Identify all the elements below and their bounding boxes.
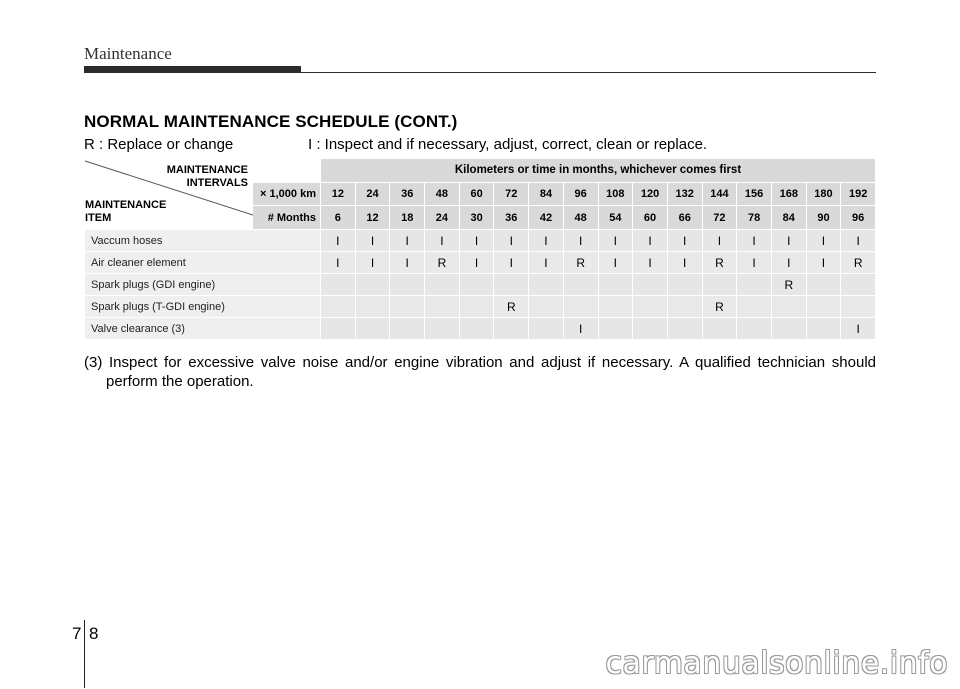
legend-replace: R : Replace or change <box>84 136 234 153</box>
schedule-cell: I <box>598 230 633 252</box>
schedule-cell <box>563 274 598 296</box>
km-interval-cell: 120 <box>633 182 668 206</box>
months-interval-cell: 90 <box>806 206 841 230</box>
schedule-cell: I <box>633 252 668 274</box>
schedule-cell: I <box>563 318 598 340</box>
section-title: NORMAL MAINTENANCE SCHEDULE (CONT.) <box>84 112 458 131</box>
header-spacer <box>253 159 321 183</box>
schedule-cell: I <box>390 252 425 274</box>
schedule-cell: I <box>529 252 564 274</box>
maintenance-schedule-table <box>84 158 876 340</box>
schedule-cell <box>494 274 529 296</box>
schedule-cell: I <box>529 230 564 252</box>
schedule-cell <box>321 296 356 318</box>
months-interval-cell: 12 <box>355 206 390 230</box>
interval-header: Kilometers or time in months, whichever comes first <box>321 159 876 183</box>
page-chapter-number: 7 <box>72 624 82 643</box>
months-interval-cell: 78 <box>737 206 772 230</box>
schedule-cell <box>667 274 702 296</box>
schedule-cell <box>667 296 702 318</box>
maintenance-item-name: Spark plugs (GDI engine) <box>85 274 321 296</box>
schedule-cell: I <box>633 230 668 252</box>
table-row <box>85 252 876 274</box>
schedule-cell <box>702 274 737 296</box>
schedule-cell: R <box>771 274 806 296</box>
schedule-cell <box>771 318 806 340</box>
km-interval-cell: 72 <box>494 182 529 206</box>
km-interval-cell: 36 <box>390 182 425 206</box>
schedule-cell <box>529 318 564 340</box>
schedule-cell <box>598 296 633 318</box>
months-interval-cell: 66 <box>667 206 702 230</box>
maintenance-item-name: Spark plugs (T-GDI engine) <box>85 296 321 318</box>
months-interval-cell: 84 <box>771 206 806 230</box>
schedule-cell: I <box>459 230 494 252</box>
footnote-text: (3) Inspect for excessive valve noise and/or engine vibration and adjust if necessary. A qualified technician should perform the operation. <box>84 354 876 390</box>
schedule-cell <box>806 318 841 340</box>
schedule-cell: I <box>841 318 876 340</box>
schedule-cell: I <box>771 230 806 252</box>
months-interval-cell: 60 <box>633 206 668 230</box>
schedule-cell <box>633 274 668 296</box>
corner-item-label <box>85 199 166 225</box>
corner-item-line1: MAINTENANCE <box>85 199 167 211</box>
schedule-cell <box>390 318 425 340</box>
corner-intervals-line1: MAINTENANCE <box>166 164 248 176</box>
schedule-cell <box>771 296 806 318</box>
corner-intervals-line2: INTERVALS <box>186 177 248 189</box>
schedule-cell: I <box>841 230 876 252</box>
maintenance-item-name: Vaccum hoses <box>85 230 321 252</box>
schedule-cell <box>355 296 390 318</box>
corner-intervals-label <box>167 164 248 190</box>
km-interval-cell: 84 <box>529 182 564 206</box>
km-interval-cell: 168 <box>771 182 806 206</box>
schedule-cell <box>598 318 633 340</box>
km-interval-cell: 48 <box>425 182 460 206</box>
km-interval-cell: 96 <box>563 182 598 206</box>
schedule-cell <box>355 318 390 340</box>
schedule-cell <box>459 318 494 340</box>
schedule-cell <box>390 274 425 296</box>
schedule-cell <box>806 296 841 318</box>
schedule-cell <box>425 318 460 340</box>
schedule-cell <box>425 296 460 318</box>
header-rule <box>84 72 876 73</box>
schedule-cell <box>425 274 460 296</box>
schedule-cell: I <box>355 230 390 252</box>
schedule-cell <box>598 274 633 296</box>
schedule-cell <box>494 318 529 340</box>
schedule-cell: R <box>841 252 876 274</box>
schedule-cell: I <box>390 230 425 252</box>
km-interval-cell: 24 <box>355 182 390 206</box>
table-row <box>85 318 876 340</box>
schedule-cell: I <box>494 252 529 274</box>
watermark-logo: carmanualsonline.info <box>605 646 948 681</box>
table-row <box>85 230 876 252</box>
schedule-cell: R <box>425 252 460 274</box>
schedule-cell <box>529 296 564 318</box>
km-interval-cell: 12 <box>321 182 356 206</box>
schedule-cell: R <box>494 296 529 318</box>
months-interval-cell: 36 <box>494 206 529 230</box>
km-row-label: × 1,000 km <box>253 182 321 206</box>
months-row-label: # Months <box>253 206 321 230</box>
schedule-cell <box>702 318 737 340</box>
table-row <box>85 274 876 296</box>
schedule-cell <box>633 296 668 318</box>
schedule-cell <box>321 318 356 340</box>
schedule-cell: I <box>806 252 841 274</box>
schedule-cell <box>355 274 390 296</box>
schedule-cell: I <box>494 230 529 252</box>
schedule-cell <box>633 318 668 340</box>
km-interval-cell: 60 <box>459 182 494 206</box>
schedule-cell: I <box>355 252 390 274</box>
schedule-cell <box>841 296 876 318</box>
schedule-cell: I <box>737 230 772 252</box>
months-interval-cell: 24 <box>425 206 460 230</box>
legend-inspect: I : Inspect and if necessary, adjust, correct, clean or replace. <box>308 136 708 153</box>
months-interval-cell: 48 <box>563 206 598 230</box>
schedule-cell: I <box>702 230 737 252</box>
months-interval-cell: 72 <box>702 206 737 230</box>
schedule-cell <box>459 296 494 318</box>
months-interval-cell: 54 <box>598 206 633 230</box>
maintenance-item-name: Valve clearance (3) <box>85 318 321 340</box>
schedule-cell <box>737 274 772 296</box>
schedule-cell: R <box>702 296 737 318</box>
months-interval-cell: 6 <box>321 206 356 230</box>
km-interval-cell: 108 <box>598 182 633 206</box>
corner-item-line2: ITEM <box>85 212 112 224</box>
schedule-cell: R <box>702 252 737 274</box>
page-number-divider <box>84 620 85 688</box>
schedule-cell: I <box>806 230 841 252</box>
months-interval-cell: 42 <box>529 206 564 230</box>
schedule-cell <box>459 274 494 296</box>
schedule-cell: I <box>321 252 356 274</box>
schedule-cell: I <box>459 252 494 274</box>
schedule-cell <box>737 318 772 340</box>
schedule-cell: I <box>667 230 702 252</box>
months-interval-cell: 96 <box>841 206 876 230</box>
schedule-cell: I <box>737 252 772 274</box>
schedule-cell: I <box>667 252 702 274</box>
schedule-cell: I <box>598 252 633 274</box>
table-corner-header <box>85 159 253 230</box>
page-header-title: Maintenance <box>84 44 172 63</box>
page-index-number: 8 <box>89 624 99 643</box>
km-interval-cell: 156 <box>737 182 772 206</box>
schedule-cell: R <box>563 252 598 274</box>
schedule-cell <box>667 318 702 340</box>
months-interval-cell: 18 <box>390 206 425 230</box>
maintenance-item-name: Air cleaner element <box>85 252 321 274</box>
schedule-cell <box>806 274 841 296</box>
schedule-cell <box>321 274 356 296</box>
months-interval-cell: 30 <box>459 206 494 230</box>
km-interval-cell: 132 <box>667 182 702 206</box>
schedule-cell: I <box>425 230 460 252</box>
schedule-cell <box>390 296 425 318</box>
km-interval-cell: 180 <box>806 182 841 206</box>
schedule-cell: I <box>321 230 356 252</box>
km-interval-cell: 192 <box>841 182 876 206</box>
km-interval-cell: 144 <box>702 182 737 206</box>
table-row <box>85 296 876 318</box>
schedule-cell <box>563 296 598 318</box>
schedule-cell <box>841 274 876 296</box>
schedule-cell <box>529 274 564 296</box>
schedule-cell: I <box>563 230 598 252</box>
legend-line <box>84 136 708 153</box>
schedule-cell: I <box>771 252 806 274</box>
schedule-cell <box>737 296 772 318</box>
footnote-3 <box>84 353 876 391</box>
